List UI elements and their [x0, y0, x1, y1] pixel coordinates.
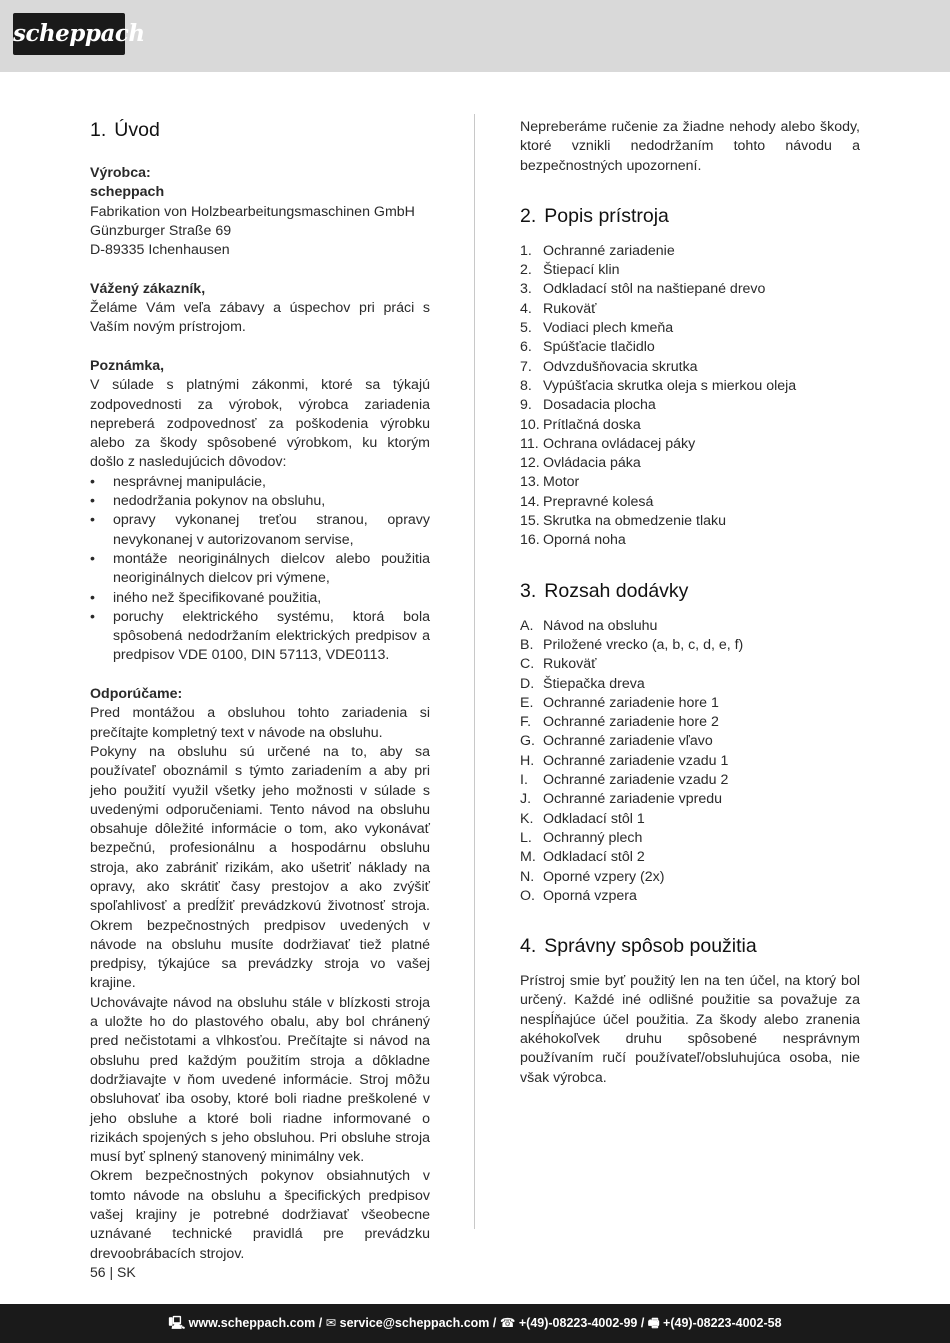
- list-item: 13. Motor: [520, 474, 580, 491]
- page-language: SK: [117, 1264, 136, 1280]
- list-item: D. Štiepačka dreva: [520, 675, 645, 692]
- page-number-value: 56: [90, 1264, 106, 1280]
- section-title: Úvod: [114, 119, 160, 141]
- recommend-paragraph: Okrem bezpečnostných pokynov obsiahnutých v tomto návode na obsluhu a špecifických predpisov vašej krajiny je potrebné dodržiavať všeobecne uznávané technické pravidlá pre prevádzku drevoobrábacích strojov.: [90, 1168, 430, 1262]
- list-item: 8. Vypúšťacia skrutka oleja s mierkou oleja: [520, 377, 797, 394]
- list-item: A. Návod na obsluhu: [520, 617, 658, 634]
- list-item: N. Oporné vzpery (2x): [520, 868, 665, 885]
- recommend-label: Odporúčame:: [90, 686, 183, 703]
- recommend-paragraph: Pred montážou a obsluhou tohto zariadenia si prečítajte kompletný text v návode na obsluhu.: [90, 705, 430, 741]
- list-item: M. Odkladací stôl 2: [520, 849, 645, 866]
- list-item: E. Ochranné zariadenie hore 1: [520, 694, 719, 711]
- list-item: B. Priložené vrecko (a, b, c, d, e, f): [520, 636, 744, 653]
- left-column: [90, 118, 430, 1264]
- column-divider: [474, 114, 475, 1229]
- list-item: 5. Vodiaci plech kmeňa: [520, 320, 674, 337]
- section-title: Popis prístroja: [544, 204, 669, 227]
- list-item: C. Rukoväť: [520, 656, 597, 673]
- section-3-heading: [520, 579, 860, 603]
- manufacturer-line: Fabrikation von Holzbearbeitungsmaschinen GmbH: [90, 203, 415, 220]
- section-4-heading: [520, 934, 860, 958]
- list-item: 15. Skrutka na obmedzenie tlaku: [520, 513, 726, 530]
- list-item: I. Ochranné zariadenie vzadu 2: [520, 772, 729, 789]
- liability-text: Nepreberáme ručenie za žiadne nehody alebo škody, ktoré vznikli nedodržaním tohto návodu a bezpečnostných upozornení.: [520, 119, 860, 174]
- list-item: • poruchy elektrického systému, ktorá bola spôsobená nedodržaním elektrických predpisov a predpisov VDE 0100, DIN 57113, VDE0113.: [90, 608, 430, 666]
- header-band: [0, 0, 950, 72]
- section-number: 3.: [520, 579, 537, 602]
- recommend-paragraph: Uchovávajte návod na obsluhu stále v blízkosti stroja a uložte ho do plastového obalu, aby bol chránený pred nečistotami a vlhkosťou. Prečítajte si návod na obsluhu pred každým použitím stroja a dôkladne dodržiavajte v ňom uvedené informácie. Stroj môžu obsluhovať iba osoby, ktoré boli riadne preškolené v jeho obsluhe a ktoré boli riadne informované o rizikách spojených s jeho obsluhou. Pri obsluhe stroja musí byť splnený stanovený minimálny vek.: [90, 994, 430, 1166]
- section-title: Rozsah dodávky: [544, 579, 689, 602]
- manufacturer-line: D-89335 Ichenhausen: [90, 242, 230, 259]
- right-column: [520, 118, 860, 1088]
- section-title: Správny spôsob použitia: [544, 935, 757, 958]
- list-item: H. Ochranné zariadenie vzadu 1: [520, 752, 729, 769]
- note-label: Poznámka,: [90, 357, 165, 374]
- note-text: V súlade s platnými zákonmi, ktoré sa týkajú zodpovednosti za výrobok, výrobca zariadenia nepreberá zodpovednosť za poškodenia výrobku alebo za škody spôsobené výrobkom, ku ktorým došlo z nasledujúcich dôvodov:: [90, 377, 430, 471]
- list-item: 16. Oporná noha: [520, 532, 626, 549]
- page-number: 56 | SK: [90, 1264, 136, 1280]
- manufacturer-label: Výrobca:: [90, 165, 151, 181]
- list-item: 4. Rukoväť: [520, 300, 597, 317]
- scheppach-logo: scheppach: [13, 13, 125, 55]
- section-1-heading: [90, 118, 430, 142]
- list-item: 9. Dosadacia plocha: [520, 397, 656, 414]
- usage-text: Prístroj smie byť použitý len na ten účel, na ktorý bol určený. Každé iné odlišné použitie sa považuje za nespĺňajúce účel použitia. Za škody alebo zranenia akéhokoľvek druhu spôsobené nesprávnym používaním ručí používateľ/obsluhujúca osoba, nie však výrobca.: [520, 973, 860, 1086]
- section-number: 2.: [520, 204, 537, 227]
- list-item: • nesprávnej manipulácie,: [90, 473, 430, 492]
- list-item: L. Ochranný plech: [520, 829, 643, 846]
- note-bullet-list: [90, 473, 430, 666]
- parts-list: [520, 242, 860, 551]
- list-item: 12. Ovládacia páka: [520, 455, 641, 472]
- list-item: 3. Odkladací stôl na naštiepané drevo: [520, 281, 766, 298]
- dear-customer-label: Vážený zákazník,: [90, 280, 206, 297]
- footer-contact: 🖳 www.scheppach.com / ✉ service@scheppach.com / ☎ +(49)-08223-4002-99 / 🖷 +(49)-08223-4002-58: [168, 1316, 782, 1330]
- list-item: 1. Ochranné zariadenie: [520, 242, 675, 259]
- list-item: • iného než špecifikované použitia,: [90, 589, 430, 608]
- section-number: 1.: [90, 119, 107, 141]
- recommend-paragraph: Pokyny na obsluhu sú určené na to, aby sa používateľ oboznámil s týmto zariadením a aby pri jeho použití využil všetky jeho možnosti v súlade s uvedenými odporučeniami. Tento návod na obsluhu obsahuje dôležité informácie o tom, ako vykonávať bezpečnú, profesionálnu a hospodárnu obsluhu stroja, ako zabrániť rizikám, ako ušetriť náklady na opravy, ako skrátiť časy prestojov a ako zvýšiť spoľahlivosť a predĺžiť prevádzkovú životnosť stroja. Okrem bezpečnostných predpisov uvedených v návode na obsluhu musíte dodržiavať tiež platné predpisy, týkajúce sa prevádzky stroja vo vašej krajine.: [90, 743, 430, 992]
- footer-band: [0, 1304, 950, 1343]
- list-item: • montáže neoriginálnych dielcov alebo použitia neoriginálnych dielcov pri výmene,: [90, 550, 430, 589]
- list-item: • nedodržania pokynov na obsluhu,: [90, 492, 430, 511]
- list-item: J. Ochranné zariadenie vpredu: [520, 791, 723, 808]
- list-item: 7. Odvzdušňovacia skrutka: [520, 358, 698, 375]
- manufacturer-name: scheppach: [90, 184, 165, 201]
- list-item: • opravy vykonanej treťou stranou, opravy nevykonanej v autorizovanom servise,: [90, 511, 430, 550]
- delivery-list: [520, 617, 860, 906]
- list-item: 14. Prepravné kolesá: [520, 493, 654, 510]
- list-item: K. Odkladací stôl 1: [520, 810, 645, 827]
- section-2-heading: [520, 204, 860, 228]
- list-item: G. Ochranné zariadenie vľavo: [520, 733, 713, 750]
- list-item: 11. Ochrana ovládacej páky: [520, 435, 696, 452]
- dear-customer-text: Želáme Vám veľa zábavy a úspechov pri práci s Vaším novým prístrojom.: [90, 300, 430, 336]
- section-number: 4.: [520, 935, 537, 958]
- list-item: 6. Spúšťacie tlačidlo: [520, 339, 655, 356]
- list-item: 10. Prítlačná doska: [520, 416, 641, 433]
- manufacturer-line: Günzburger Straße 69: [90, 222, 232, 239]
- list-item: O. Oporná vzpera: [520, 887, 637, 904]
- list-item: F. Ochranné zariadenie hore 2: [520, 714, 719, 731]
- list-item: 2. Štiepací klin: [520, 262, 620, 279]
